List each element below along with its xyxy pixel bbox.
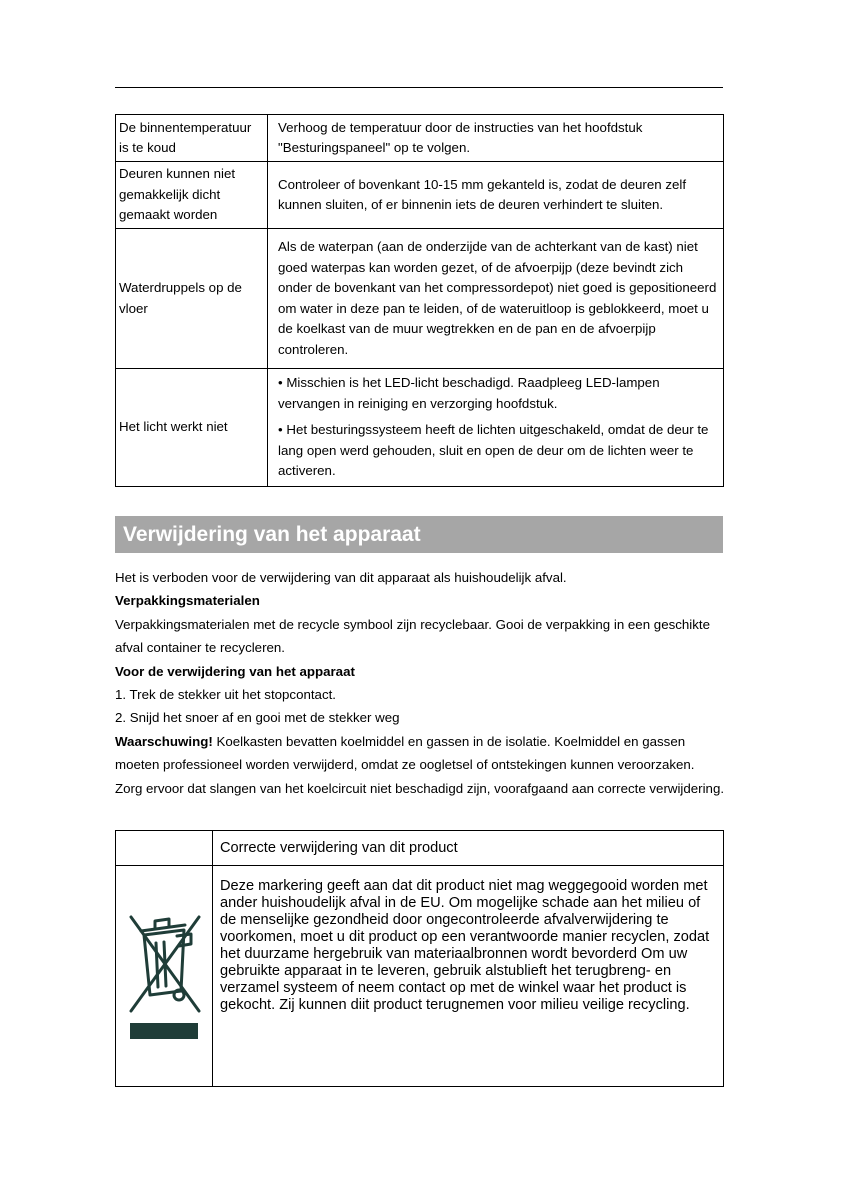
disposal-body [115, 566, 725, 800]
table-row [116, 229, 724, 369]
step-item: 2. Snijd het snoer af en gooi met de stekker weg [115, 710, 400, 726]
empty-header-cell [116, 831, 213, 866]
appliance-heading: Voor de verwijdering van het apparaat [115, 663, 355, 679]
weee-title: Correcte verwijdering van dit product [213, 831, 724, 866]
warning-text: Koelkasten bevatten koelmiddel en gassen in de isolatie. Koelmiddel en gassen moeten professioneel worden verwijderd, omdat ze oogletsel of ontstekingen kunnen veroorzaken. Zorg ervoor dat slangen van het koelcircuit niet beschadigd zijn, voorafgaand aan correcte verwijdering. [115, 733, 725, 796]
crossed-out-wheelie-bin-icon [119, 899, 209, 1049]
table-row [116, 369, 724, 487]
remedy-cell [268, 162, 724, 229]
remedy-cell [268, 229, 724, 369]
step-item: 1. Trek de stekker uit het stopcontact. [115, 687, 336, 703]
remedy-cell [268, 115, 724, 162]
remedy-text: Verhoog de temperatuur door de instructies van het hoofdstuk "Besturingspaneel" op te volgen. [278, 119, 643, 155]
weee-table [115, 830, 724, 1087]
troubleshooting-table [115, 114, 724, 487]
warning-label: Waarschuwing! [115, 733, 213, 749]
problem-cell: Deuren kunnen niet gemakkelijk dicht gemaakt worden [116, 162, 268, 229]
weee-description: Deze markering geeft aan dat dit product niet mag weggegooid worden met ander huishoudelijk afval in de EU. Om mogelijke schade aan het milieu of de menselijke gezondheid door ongecontroleerde afvalverwijdering te voorkomen, moet u dit product op een verantwoorde manier recyclen, zodat het duurzame hergebruik van materiaalbronnen wordt bevorderd Om uw gebruikte apparaat in te leveren, gebruik alstublieft het terugbreng- en verzamel systeem of neem contact op met de winkel waar het product is gekocht. Zij kunnen diit product terugnemen voor milieu veilige recycling. [213, 866, 724, 1087]
weee-symbol-cell [116, 866, 213, 1087]
remedy-cell [268, 369, 724, 487]
warning-paragraph [115, 730, 725, 800]
remedy-bullet: • Het besturingssysteem heeft de lichten uitgeschakeld, omdat de deur te lang open werd gehouden, sluit en open de deur om de lichten weer te activeren. [278, 422, 709, 479]
packaging-paragraph: Verpakkingsmaterialen met de recycle symbool zijn recyclebaar. Gooi de verpakking in een geschikte afval container te recycleren. [115, 616, 710, 656]
header-rule [115, 87, 723, 88]
packaging-heading: Verpakkingsmaterialen [115, 593, 260, 609]
remedy-text: Controleer of bovenkant 10-15 mm gekanteld is, zodat de deuren zelf kunnen sluiten, of er binnenin iets de deuren verhindert te sluiten. [278, 176, 687, 212]
problem-cell: Het licht werkt niet [116, 369, 268, 487]
table-row [116, 831, 724, 866]
problem-cell: Waterdruppels op de vloer [116, 229, 268, 369]
remedy-text: Als de waterpan (aan de onderzijde van de achterkant van de kast) niet goed waterpas kan worden gezet, of de afvoerpijp (deze bevindt zich onder de bovenkant van het compressordepot) niet goed is gepositioneerd om water in deze pan te leiden, of de wateruitloop is geblokkeerd, moet u de koelkast van de muur wegtrekken en de pan en de afvoerpijp controleren. [278, 239, 717, 357]
remedy-bullet: • Misschien is het LED-licht beschadigd. Raadpleeg LED-lampen vervangen in reiniging en verzorging hoofdstuk. [278, 375, 660, 411]
table-row [116, 162, 724, 229]
table-row [116, 115, 724, 162]
table-row [116, 866, 724, 1087]
section-heading: Verwijdering van het apparaat [115, 516, 723, 553]
problem-cell: De binnentemperatuur is te koud [116, 115, 268, 162]
intro-paragraph: Het is verboden voor de verwijdering van dit apparaat als huishoudelijk afval. [115, 570, 567, 585]
